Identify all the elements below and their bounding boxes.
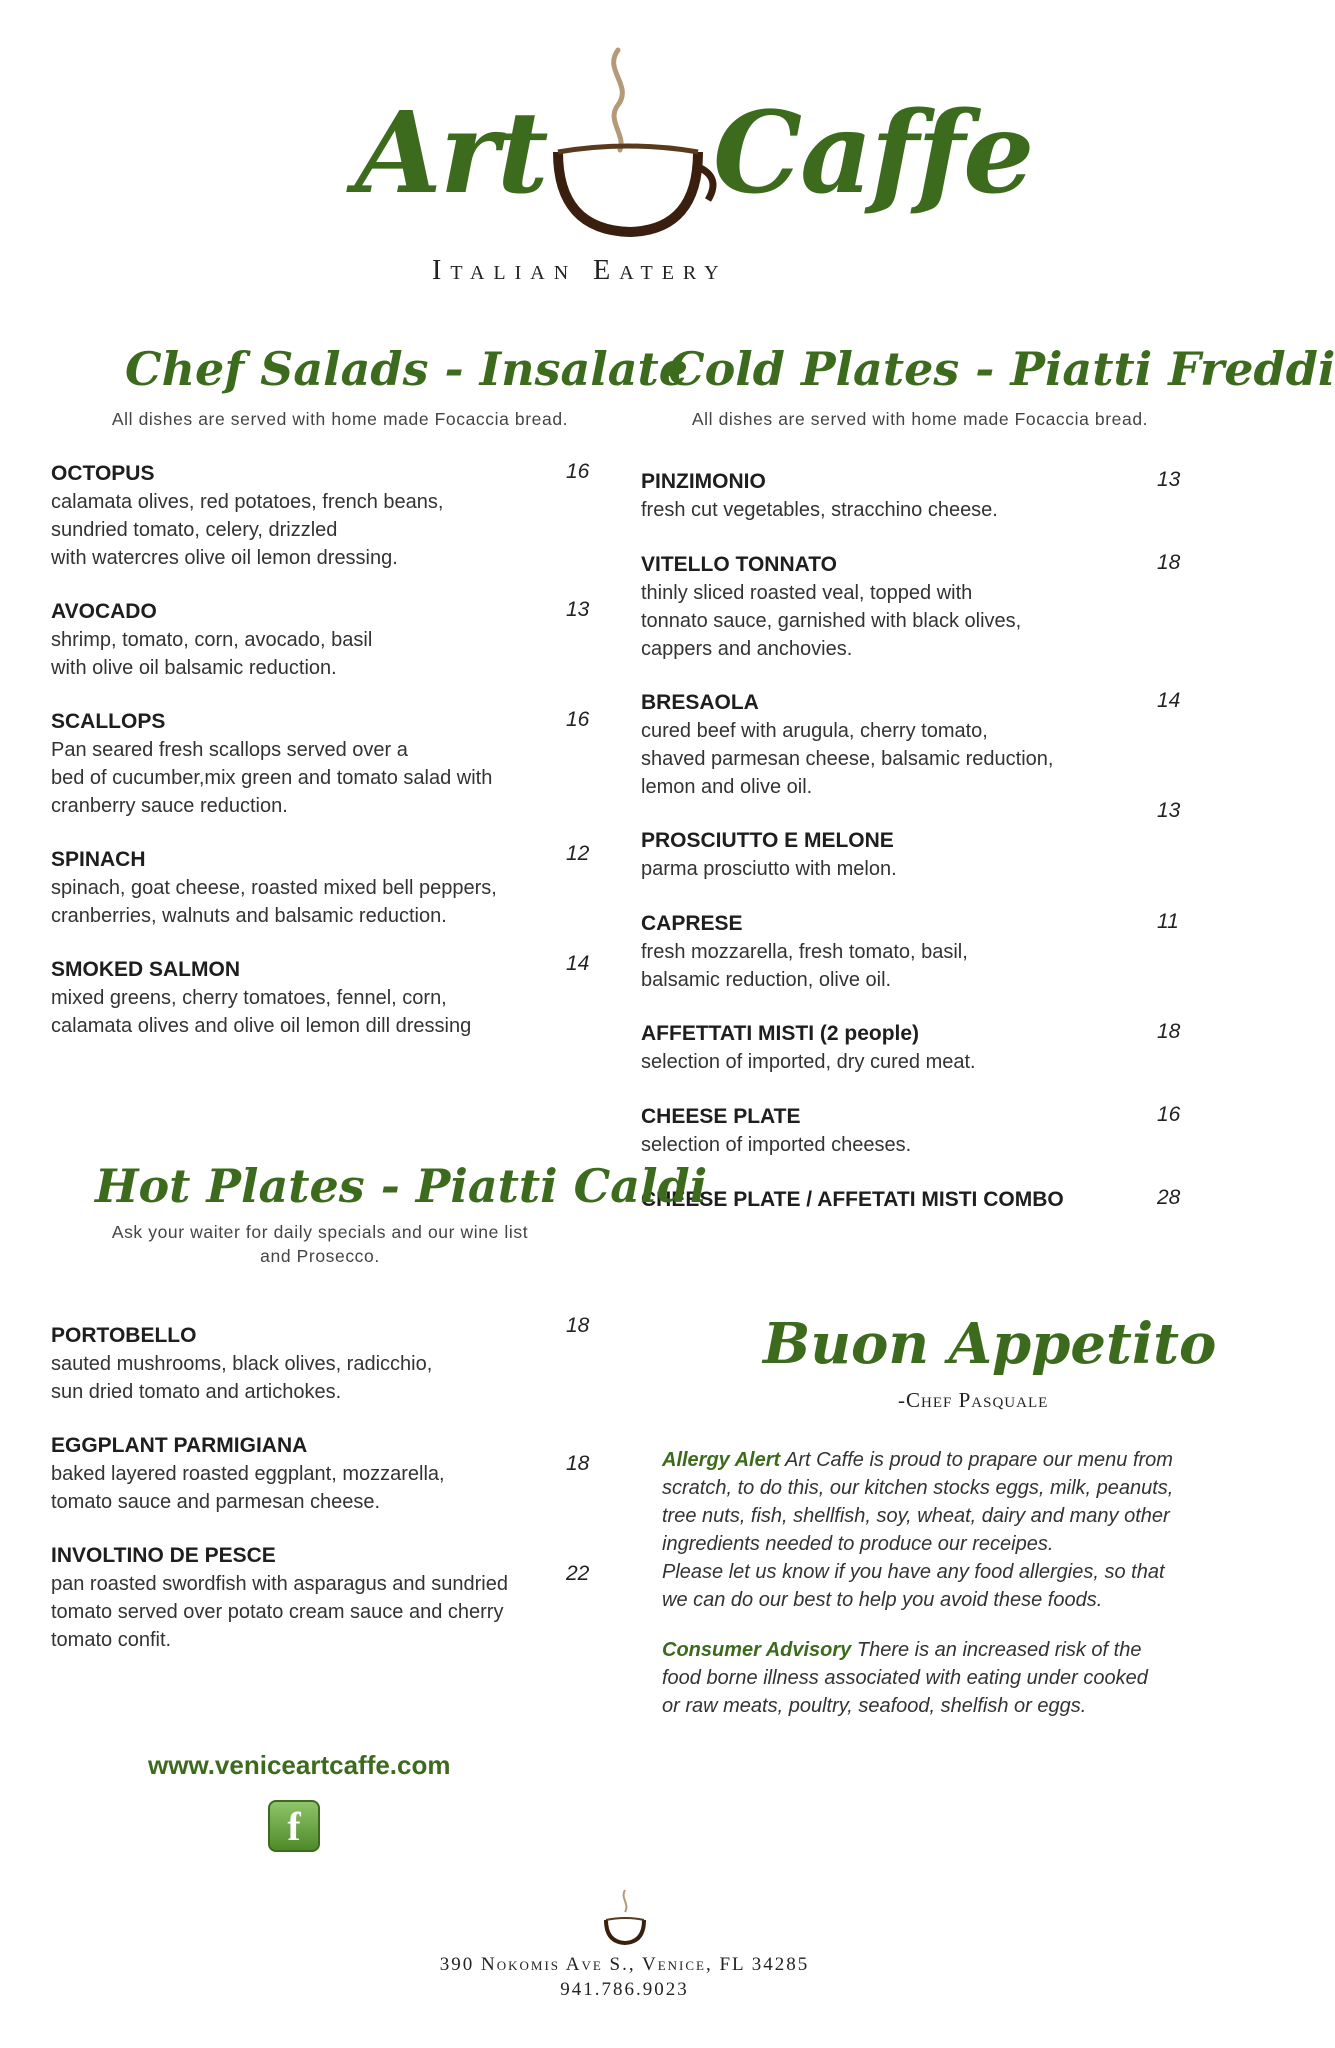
coffee-cup-icon — [548, 40, 718, 240]
item-description: parma prosciutto with melon. — [641, 858, 897, 880]
item-name: EGGPLANT PARMIGIANA — [51, 1434, 308, 1457]
item-name: CHEESE PLATE / AFFETATI MISTI COMBO — [641, 1188, 1064, 1211]
item-price: 18 — [1157, 551, 1181, 574]
item-name: CAPRESE — [641, 912, 743, 935]
section-title-salads: Chef Salads - Insalate — [125, 342, 689, 396]
section-note-cold: All dishes are served with home made Focaccia bread. — [691, 409, 1149, 429]
item-description: calamata olives, red potatoes, french beans, sundried tomato, celery, drizzled with watercres olive oil lemon dressing. — [51, 491, 444, 569]
salad-item — [51, 708, 551, 820]
item-description: shrimp, tomato, corn, avocado, basil with olive oil balsamic reduction. — [51, 629, 373, 679]
item-price: 22 — [566, 1562, 590, 1585]
item-description: mixed greens, cherry tomatoes, fennel, corn, calamata olives and olive oil lemon dill dressing — [51, 987, 472, 1037]
item-price: 18 — [566, 1452, 590, 1475]
item-price: 16 — [1157, 1103, 1181, 1126]
salad-item — [51, 956, 551, 1040]
hot-item — [51, 1432, 551, 1516]
cold-item — [641, 827, 1141, 883]
item-name: SMOKED SALMON — [51, 958, 240, 981]
item-description: thinly sliced roasted veal, topped with tonnato sauce, garnished with black olives, cappers and anchovies. — [641, 582, 1022, 660]
cold-item — [641, 689, 1141, 801]
item-description: cured beef with arugula, cherry tomato, shaved parmesan cheese, balsamic reduction, lemon and olive oil. — [641, 720, 1054, 798]
website-link[interactable]: www.veniceartcaffe.com — [148, 1750, 451, 1780]
item-name: SCALLOPS — [51, 710, 166, 733]
item-price: 13 — [1157, 799, 1181, 822]
item-name: AVOCADO — [51, 600, 157, 623]
cold-item — [641, 551, 1141, 663]
item-description: pan roasted swordfish with asparagus and sundried tomato served over potato cream sauce and cherry tomato confit. — [51, 1573, 508, 1651]
section-note-salads: All dishes are served with home made Focaccia bread. — [111, 409, 569, 429]
item-price: 18 — [566, 1314, 590, 1337]
item-price: 12 — [566, 842, 590, 865]
section-title-hot: Hot Plates - Piatti Caldi — [95, 1159, 708, 1213]
item-name: OCTOPUS — [51, 462, 155, 485]
item-name: PROSCIUTTO E MELONE — [641, 829, 894, 852]
item-price: 14 — [1157, 689, 1181, 712]
footer-phone: 941.786.9023 — [560, 1979, 689, 2000]
item-description: sauted mushrooms, black olives, radicchio, sun dried tomato and artichokes. — [51, 1353, 433, 1403]
item-name: VITELLO TONNATO — [641, 553, 838, 576]
item-name: PINZIMONIO — [641, 470, 766, 493]
cold-item — [641, 468, 1141, 524]
item-description: selection of imported, dry cured meat. — [641, 1051, 976, 1073]
salad-item — [51, 598, 551, 682]
logo-word-art: Art — [355, 88, 547, 219]
logo-word-caffe: Caffe — [713, 88, 1033, 219]
footer-cup-icon — [600, 1888, 650, 1946]
item-name: CHEESE PLATE — [641, 1105, 801, 1128]
item-name: AFFETTATI MISTI (2 people) — [641, 1022, 920, 1045]
cold-item — [641, 1103, 1141, 1159]
item-price: 14 — [566, 952, 590, 975]
item-name: BRESAOLA — [641, 691, 759, 714]
section-title-cold: Cold Plates - Piatti Freddi — [668, 342, 1335, 396]
cold-item — [641, 1020, 1141, 1076]
allergy-alert — [662, 1446, 1202, 1614]
item-description: fresh cut vegetables, stracchino cheese. — [641, 499, 998, 521]
salad-item — [51, 460, 551, 572]
cold-item — [641, 910, 1141, 994]
consumer-advisory — [662, 1636, 1202, 1720]
item-description: baked layered roasted eggplant, mozzarella, tomato sauce and parmesan cheese. — [51, 1463, 445, 1513]
item-description: Pan seared fresh scallops served over a bed of cucumber,mix green and tomato salad with cranberry sauce reduction. — [51, 739, 493, 817]
facebook-icon[interactable]: f — [268, 1800, 320, 1852]
item-price: 16 — [566, 708, 590, 731]
item-description: selection of imported cheeses. — [641, 1134, 912, 1156]
item-description: spinach, goat cheese, roasted mixed bell peppers, cranberries, walnuts and balsamic reduction. — [51, 877, 497, 927]
salad-item — [51, 846, 551, 930]
logo-subtitle: Italian Eatery — [432, 255, 728, 286]
item-price: 18 — [1157, 1020, 1181, 1043]
allergy-label: Allergy Alert — [662, 1449, 781, 1471]
advisory-text: There is an increased risk of the food borne illness associated with eating under cooked or raw meats, poultry, seafood, shelfish or eggs. — [662, 1639, 1148, 1717]
item-price: 11 — [1157, 910, 1179, 933]
footer-address: 390 Nokomis Ave S., Venice, FL 34285 — [439, 1954, 810, 1975]
item-price: 13 — [566, 598, 590, 621]
item-name: INVOLTINO DE PESCE — [51, 1544, 276, 1567]
item-price: 13 — [1157, 468, 1181, 491]
item-name: SPINACH — [51, 848, 146, 871]
cold-item — [641, 1186, 1141, 1214]
chef-signature: -Chef Pasquale — [898, 1388, 1049, 1412]
hot-item — [51, 1322, 551, 1406]
item-description: fresh mozzarella, fresh tomato, basil, balsamic reduction, olive oil. — [641, 941, 968, 991]
item-price: 28 — [1157, 1186, 1181, 1209]
section-note-hot: Ask your waiter for daily specials and our wine list and Prosecco. — [111, 1222, 529, 1266]
allergy-text: Art Caffe is proud to prapare our menu from scratch, to do this, our kitchen stocks eggs, milk, peanuts, tree nuts, fish, shellfish, soy, wheat, dairy and many other ingredients needed to produce our receipes. Please let us know if you have any food allergies, so that we can do our best to help you avoid these foods. — [662, 1449, 1174, 1611]
closing-title: Buon Appetito — [763, 1311, 1217, 1377]
item-price: 16 — [566, 460, 590, 483]
advisory-label: Consumer Advisory — [662, 1639, 852, 1661]
hot-item — [51, 1542, 551, 1654]
item-name: PORTOBELLO — [51, 1324, 197, 1347]
